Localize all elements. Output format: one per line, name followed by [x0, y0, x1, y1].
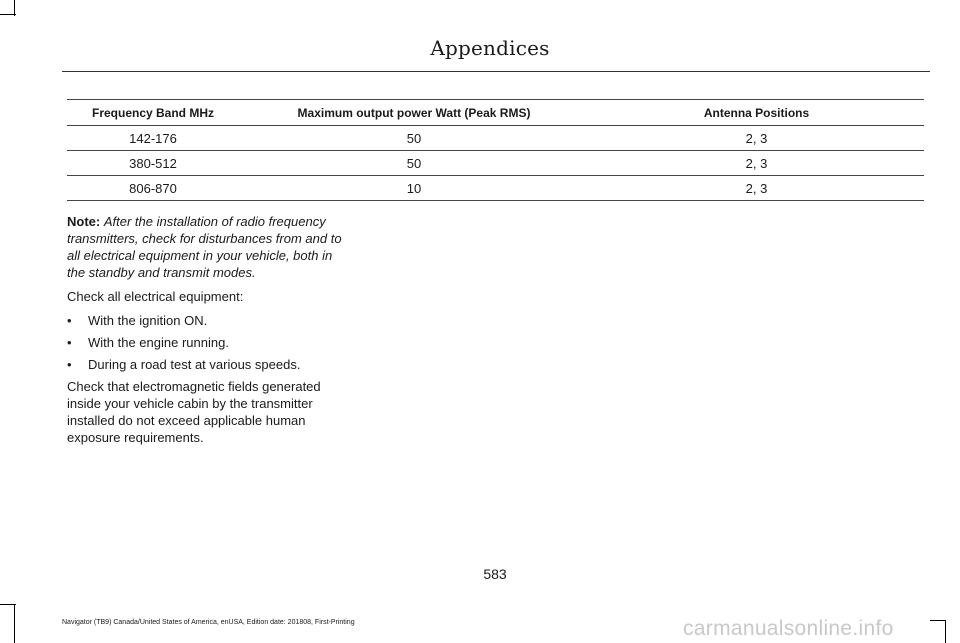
cell-frequency: 806-870	[67, 176, 239, 201]
table-row	[67, 151, 924, 176]
list-item-text: With the ignition ON.	[88, 313, 208, 328]
body-content	[67, 213, 343, 453]
list-item	[67, 312, 343, 329]
column-header-power: Maximum output power Watt (Peak RMS)	[239, 100, 589, 126]
column-header-frequency: Frequency Band MHz	[67, 100, 239, 126]
crop-mark	[945, 620, 946, 643]
list-item	[67, 356, 343, 373]
page-title: Appendices	[430, 36, 550, 60]
table-row	[67, 126, 924, 151]
frequency-table	[67, 99, 924, 201]
cell-antenna: 2, 3	[589, 126, 924, 151]
closing-paragraph: Check that electromagnetic fields generated inside your vehicle cabin by the transmitter installed do not exceed applicable human exposure requirements.	[67, 379, 321, 445]
edition-footer: Navigator (TB9) Canada/United States of America, enUSA, Edition date: 201808, First-Printing	[62, 619, 355, 626]
table-row	[67, 176, 924, 201]
note-paragraph	[67, 213, 343, 281]
crop-mark	[930, 620, 946, 621]
cell-power: 50	[239, 151, 589, 176]
list-item	[67, 334, 343, 351]
cell-frequency: 380-512	[67, 151, 239, 176]
cell-antenna: 2, 3	[589, 176, 924, 201]
list-item-text: During a road test at various speeds.	[88, 357, 301, 372]
bullet-list	[67, 312, 343, 373]
table-header-row	[67, 100, 924, 126]
page-number: 583	[483, 566, 507, 582]
cell-power: 50	[239, 126, 589, 151]
cell-antenna: 2, 3	[589, 151, 924, 176]
crop-mark	[0, 14, 16, 15]
cell-power: 10	[239, 176, 589, 201]
bullet-icon: •	[67, 357, 72, 372]
crop-mark	[14, 604, 15, 643]
crop-mark	[0, 604, 16, 605]
header-divider	[62, 71, 930, 72]
check-intro: Check all electrical equipment:	[67, 289, 244, 304]
watermark-link[interactable]: carmanualsonline.info	[683, 617, 894, 640]
cell-frequency: 142-176	[67, 126, 239, 151]
note-text: After the installation of radio frequency transmitters, check for disturbances from and to all electrical equipment in your vehicle, both in the standby and transmit modes.	[67, 214, 342, 280]
note-label: Note:	[67, 214, 101, 229]
bullet-icon: •	[67, 335, 72, 350]
column-header-antenna: Antenna Positions	[589, 100, 924, 126]
list-item-text: With the engine running.	[88, 335, 229, 350]
bullet-icon: •	[67, 313, 72, 328]
